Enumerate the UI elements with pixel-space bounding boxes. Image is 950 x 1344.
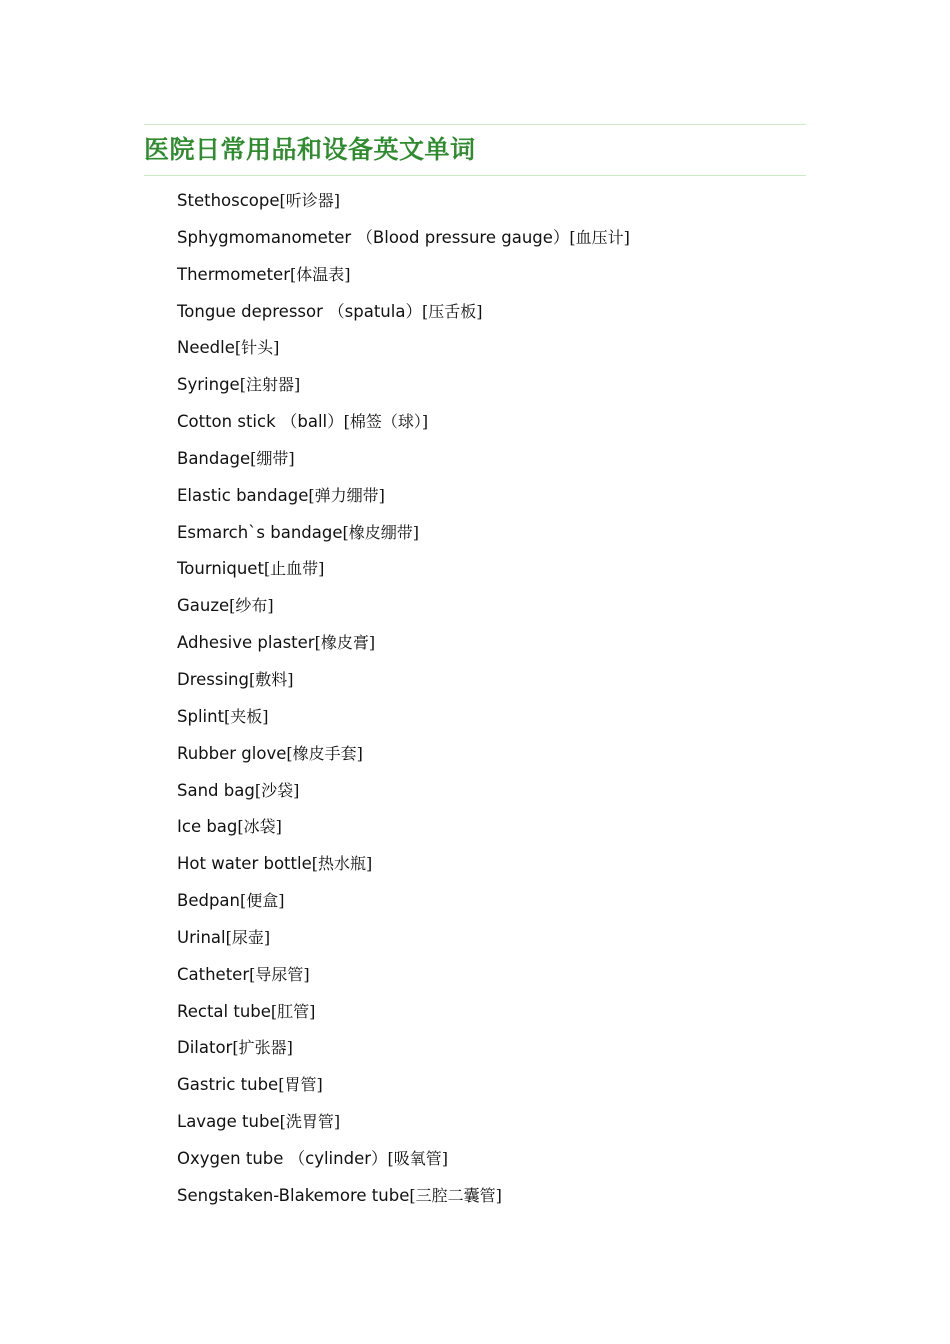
english-term: Esmarch`s bandage	[177, 522, 343, 542]
english-term: Gauze	[177, 596, 230, 616]
english-term: Tourniquet	[177, 559, 264, 579]
list-item	[177, 1067, 630, 1104]
list-item	[177, 883, 630, 920]
chinese-translation: [热水瓶]	[311, 854, 373, 874]
english-term: Tongue depressor （spatula）	[177, 301, 422, 321]
english-term: Ice bag	[177, 817, 238, 837]
chinese-translation: [绷带]	[250, 448, 295, 468]
chinese-translation: [三腔二囊管]	[409, 1185, 502, 1205]
english-term: Thermometer	[177, 264, 290, 284]
chinese-translation: [敷料]	[249, 669, 294, 689]
list-item	[177, 1178, 630, 1215]
list-item	[177, 220, 630, 257]
list-item	[177, 957, 630, 994]
list-item	[177, 294, 630, 331]
chinese-translation: [胃管]	[278, 1075, 323, 1095]
english-term: Elastic bandage	[177, 485, 309, 505]
list-item	[177, 330, 630, 367]
english-term: Bedpan	[177, 891, 240, 911]
chinese-translation: [便盒]	[240, 891, 285, 911]
list-item	[177, 441, 630, 478]
list-item	[177, 773, 630, 810]
list-item	[177, 699, 630, 736]
chinese-translation: [吸氧管]	[387, 1148, 449, 1168]
chinese-translation: [尿壶]	[225, 927, 271, 947]
english-term: Rubber glove	[177, 743, 287, 763]
list-item	[177, 662, 630, 699]
english-term: Sphygmomanometer （Blood pressure gauge）	[177, 227, 570, 247]
list-item	[177, 1030, 630, 1067]
vocabulary-list	[177, 183, 630, 1215]
chinese-translation: [棉签（球）]	[343, 412, 429, 432]
list-item	[177, 404, 630, 441]
chinese-translation: [橡皮绷带]	[342, 522, 419, 542]
list-item	[177, 1104, 630, 1141]
english-term: Dilator	[177, 1038, 233, 1058]
list-item	[177, 625, 630, 662]
english-term: Needle	[177, 338, 235, 358]
chinese-translation: [压舌板]	[421, 301, 483, 321]
title-top-rule	[144, 124, 806, 125]
chinese-translation: [针头]	[234, 338, 280, 358]
english-term: Rectal tube	[177, 1001, 271, 1021]
english-term: Cotton stick （ball）	[177, 412, 344, 432]
list-item	[177, 1141, 630, 1178]
list-item	[177, 920, 630, 957]
chinese-translation: [夹板]	[224, 706, 269, 726]
english-term: Urinal	[177, 927, 226, 947]
chinese-translation: [注射器]	[239, 375, 301, 395]
chinese-translation: [止血带]	[263, 559, 325, 579]
english-term: Adhesive plaster	[177, 633, 315, 653]
english-term: Sand bag	[177, 780, 255, 800]
list-item	[177, 367, 630, 404]
list-item	[177, 183, 630, 220]
english-term: Hot water bottle	[177, 854, 312, 874]
english-term: Splint	[177, 706, 225, 726]
english-term: Sengstaken-Blakemore tube	[177, 1185, 410, 1205]
chinese-translation: [导尿管]	[249, 964, 310, 984]
chinese-translation: [扩张器]	[232, 1038, 293, 1058]
chinese-translation: [橡皮手套]	[286, 743, 363, 763]
list-item	[177, 809, 630, 846]
chinese-translation: [纱布]	[229, 596, 274, 616]
title-bottom-rule	[144, 175, 806, 176]
chinese-translation: [体温表]	[289, 264, 351, 284]
chinese-translation: [血压计]	[569, 227, 630, 247]
english-term: Lavage tube	[177, 1112, 280, 1132]
list-item	[177, 994, 630, 1031]
english-term: Stethoscope	[177, 191, 280, 210]
list-item	[177, 846, 630, 883]
chinese-translation: [沙袋]	[254, 780, 300, 800]
list-item	[177, 478, 630, 515]
chinese-translation: [弹力绷带]	[308, 485, 385, 505]
chinese-translation: [洗胃管]	[279, 1112, 341, 1132]
english-term: Catheter	[177, 964, 250, 984]
english-term: Syringe	[177, 375, 240, 395]
chinese-translation: [橡皮膏]	[314, 633, 376, 653]
list-item	[177, 588, 630, 625]
list-item	[177, 515, 630, 552]
list-item	[177, 257, 630, 294]
list-item	[177, 736, 630, 773]
chinese-translation: [冰袋]	[237, 817, 282, 837]
page-title: 医院日常用品和设备英文单词	[144, 135, 476, 164]
english-term: Oxygen tube （cylinder）	[177, 1148, 388, 1168]
chinese-translation: [肛管]	[270, 1001, 316, 1021]
english-term: Dressing	[177, 669, 249, 689]
list-item	[177, 551, 630, 588]
english-term: Gastric tube	[177, 1075, 279, 1095]
chinese-translation: [听诊器]	[279, 191, 341, 210]
english-term: Bandage	[177, 448, 251, 468]
